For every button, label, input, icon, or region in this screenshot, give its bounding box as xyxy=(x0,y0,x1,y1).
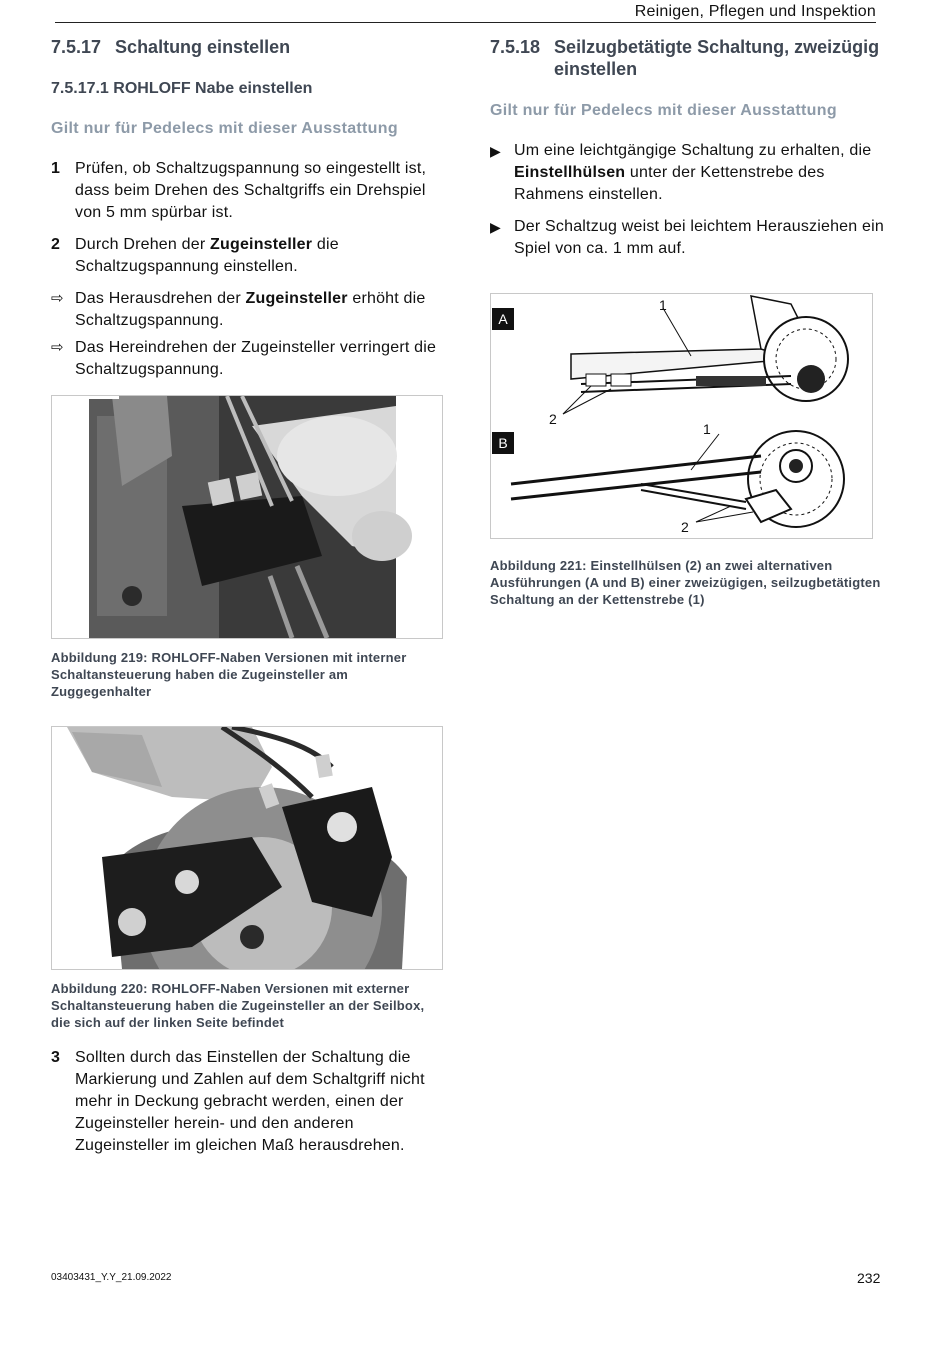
figure-220-caption: Abbildung 220: ROHLOFF-Naben Versionen mit externer Schaltansteuerung haben die Zugeinsteller an der Seilbox, die sich auf der linken Seite befindet xyxy=(51,981,425,1030)
step-number: 3 xyxy=(51,1049,61,1066)
section-heading-7-5-18 xyxy=(490,36,885,80)
result-arrow-icon: ⇨ xyxy=(51,290,64,307)
result-text: Das Herausdrehen der Zugeinsteller erhöht die Schaltzugspannung. xyxy=(75,290,426,329)
subsection-heading: 7.5.17.1 ROHLOFF Nabe einstellen xyxy=(51,80,313,97)
step-text: Durch Drehen der Zugeinsteller die Schaltzugspannung einstellen. xyxy=(75,236,339,275)
result-1 xyxy=(51,288,443,332)
page-number: 232 xyxy=(857,1270,881,1286)
right-column xyxy=(490,36,885,608)
bullet-triangle-icon: ▶ xyxy=(490,143,501,159)
result-text: Das Hereindrehen der Zugeinsteller verringert die Schaltzugspannung. xyxy=(75,339,437,378)
chainstay-diagram xyxy=(491,294,872,538)
header-rule xyxy=(55,22,876,23)
section-number: 7.5.17 xyxy=(51,37,102,57)
document-id: 03403431_Y.Y_21.09.2022 xyxy=(51,1272,172,1283)
bullet-2 xyxy=(490,216,885,260)
figure-221-diagram xyxy=(490,293,873,539)
result-2 xyxy=(51,337,443,381)
cable-box-photo xyxy=(52,727,442,969)
label-a: A xyxy=(498,311,508,327)
step-text: Prüfen, ob Schaltzugspannung so eingestellt ist, dass beim Drehen des Schaltgriffs ein Drehspiel von 5 mm spürbar ist. xyxy=(75,160,427,221)
step-1 xyxy=(51,158,443,224)
applicability-note: Gilt nur für Pedelecs mit dieser Ausstattung xyxy=(490,102,837,119)
figure-219-caption: Abbildung 219: ROHLOFF-Naben Versionen mit interner Schaltansteuerung haben die Zugeinsteller am Zuggegenhalter xyxy=(51,650,407,699)
callout-2a: 2 xyxy=(549,411,557,427)
figure-219-photo xyxy=(51,395,443,639)
callout-1a: 1 xyxy=(659,297,667,313)
callout-2b: 2 xyxy=(681,519,689,535)
left-column xyxy=(51,36,443,1157)
step-2 xyxy=(51,234,443,278)
label-b: B xyxy=(498,435,508,451)
applicability-note: Gilt nur für Pedelecs mit dieser Ausstattung xyxy=(51,120,398,137)
callout-1b: 1 xyxy=(703,421,711,437)
bullet-text: Der Schaltzug weist bei leichtem Herausziehen ein Spiel von ca. 1 mm auf. xyxy=(514,218,884,257)
figure-220-photo xyxy=(51,726,443,970)
step-number: 1 xyxy=(51,160,61,177)
section-heading-7-5-17 xyxy=(51,36,443,58)
header-title: Reinigen, Pflegen und Inspektion xyxy=(634,3,876,20)
section-title: Seilzugbetätigte Schaltung, zweizügig einstellen xyxy=(554,37,880,79)
section-number: 7.5.18 xyxy=(490,37,541,57)
bullet-text: Um eine leichtgängige Schaltung zu erhalten, die Einstellhülsen unter der Kettenstrebe des Rahmens einstellen. xyxy=(514,142,872,203)
step-text: Sollten durch das Einstellen der Schaltung die Markierung und Zahlen auf dem Schaltgriff nicht mehr in Deckung gebracht werden, einen der Zugeinsteller herein- und den anderen Zugeinsteller im gleichen Maß herausdrehen. xyxy=(75,1049,425,1154)
section-title: Schaltung einstellen xyxy=(115,37,291,57)
step-number: 2 xyxy=(51,236,61,253)
step-3 xyxy=(51,1047,443,1157)
bullet-1 xyxy=(490,140,885,206)
result-arrow-icon: ⇨ xyxy=(51,339,64,356)
bullet-triangle-icon: ▶ xyxy=(490,219,501,235)
figure-221-caption: Abbildung 221: Einstellhülsen (2) an zwei alternativen Ausführungen (A und B) einer zweizügigen, seilzugbetätigten Schaltung an der Kettenstrebe (1) xyxy=(490,558,881,607)
cable-adjuster-photo xyxy=(52,396,442,638)
